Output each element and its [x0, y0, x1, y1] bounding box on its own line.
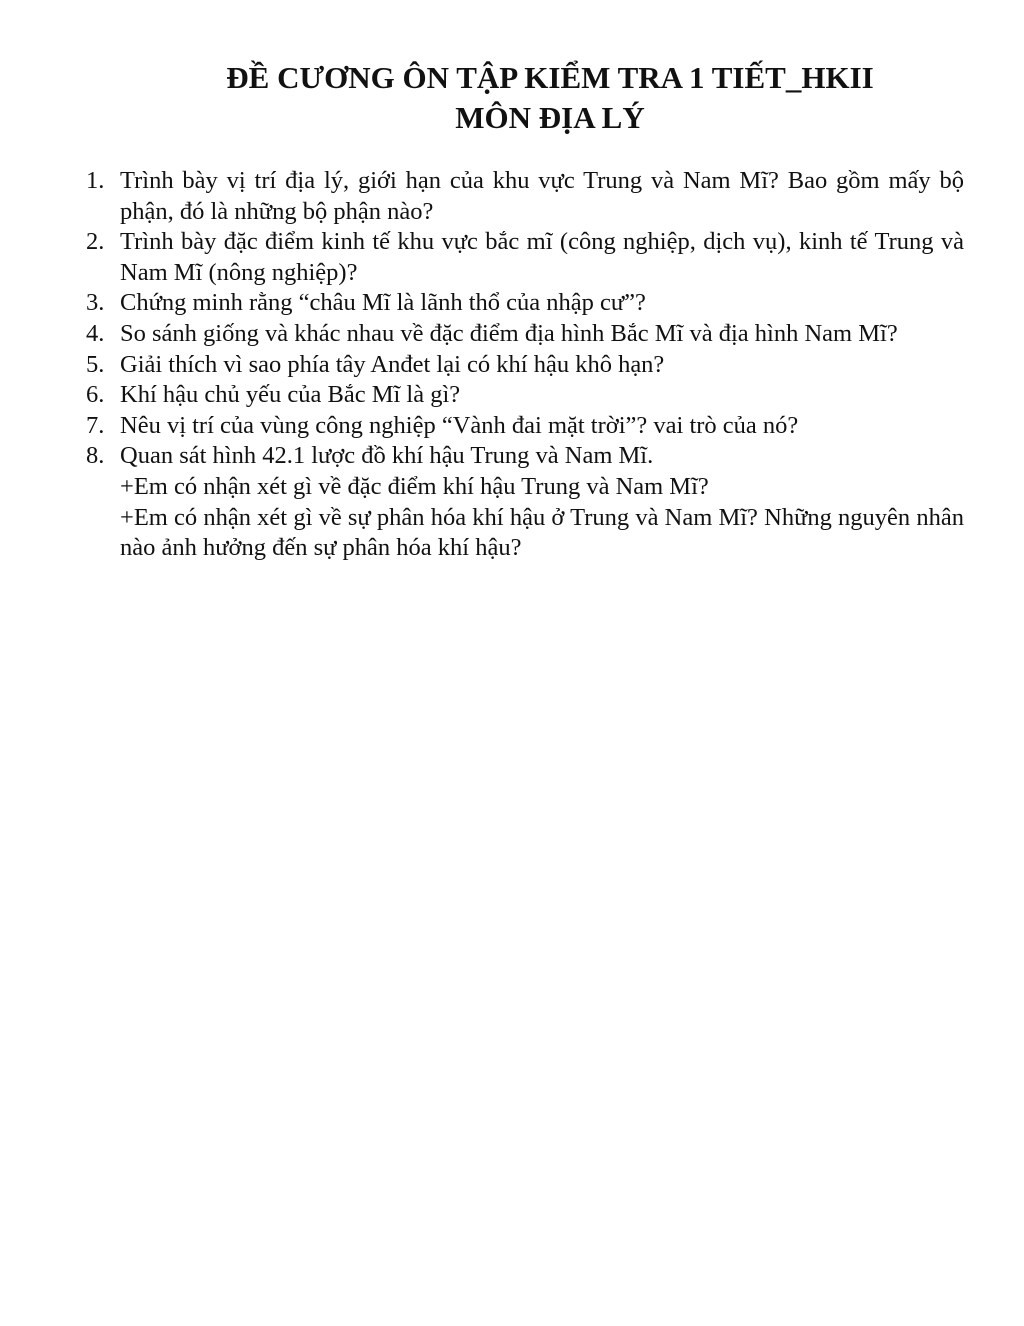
question-number: 1. — [86, 167, 105, 194]
question-text: Chứng minh rằng “châu Mĩ là lãnh thổ của nhập cư”? — [120, 289, 646, 317]
question-item-6 — [86, 380, 964, 411]
question-item-5 — [86, 350, 964, 381]
question-text: Trình bày vị trí địa lý, giới hạn của khu vực Trung và Nam Mĩ? Bao gồm mấy bộ phận, đó là những bộ phận nào? — [120, 167, 964, 225]
question-number: 3. — [86, 289, 105, 317]
question-text: Giải thích vì sao phía tây Anđet lại có khí hậu khô hạn? — [120, 350, 665, 378]
question-item-3 — [86, 288, 964, 319]
question-number: 5. — [86, 350, 105, 378]
title-line-1: ĐỀ CƯƠNG ÔN TẬP KIỂM TRA 1 TIẾT_HKII — [226, 60, 874, 95]
question-item-1 — [86, 166, 964, 227]
question-text: Trình bày đặc điểm kinh tế khu vực bắc mĩ (công nghiệp, dịch vụ), kinh tế Trung và Nam Mĩ (nông nghiệp)? — [120, 228, 964, 286]
question-subitem-2: +Em có nhận xét gì về sự phân hóa khí hậu ở Trung và Nam Mĩ? Những nguyên nhân nào ảnh hưởng đến sự phân hóa khí hậu? — [120, 503, 964, 562]
question-item-7 — [86, 411, 964, 442]
question-number: 8. — [86, 442, 105, 470]
question-number: 7. — [86, 411, 105, 439]
question-text: Khí hậu chủ yếu của Bắc Mĩ là gì? — [120, 381, 461, 409]
question-subitem-1: +Em có nhận xét gì về đặc điểm khí hậu Trung và Nam Mĩ? — [120, 472, 709, 500]
question-text: Quan sát hình 42.1 lược đồ khí hậu Trung và Nam Mĩ. — [120, 442, 654, 470]
question-number: 2. — [86, 228, 105, 256]
question-number: 6. — [86, 381, 105, 409]
question-text: Nêu vị trí của vùng công nghiệp “Vành đai mặt trời”? vai trò của nó? — [120, 411, 799, 439]
question-list — [86, 166, 964, 564]
document-title — [96, 58, 1004, 138]
question-text: So sánh giống và khác nhau về đặc điểm địa hình Bắc Mĩ và địa hình Nam Mĩ? — [120, 319, 898, 347]
question-item-8 — [86, 441, 964, 563]
question-number: 4. — [86, 319, 105, 347]
question-item-2 — [86, 227, 964, 288]
question-item-4 — [86, 319, 964, 350]
title-line-2: MÔN ĐỊA LÝ — [455, 100, 645, 135]
